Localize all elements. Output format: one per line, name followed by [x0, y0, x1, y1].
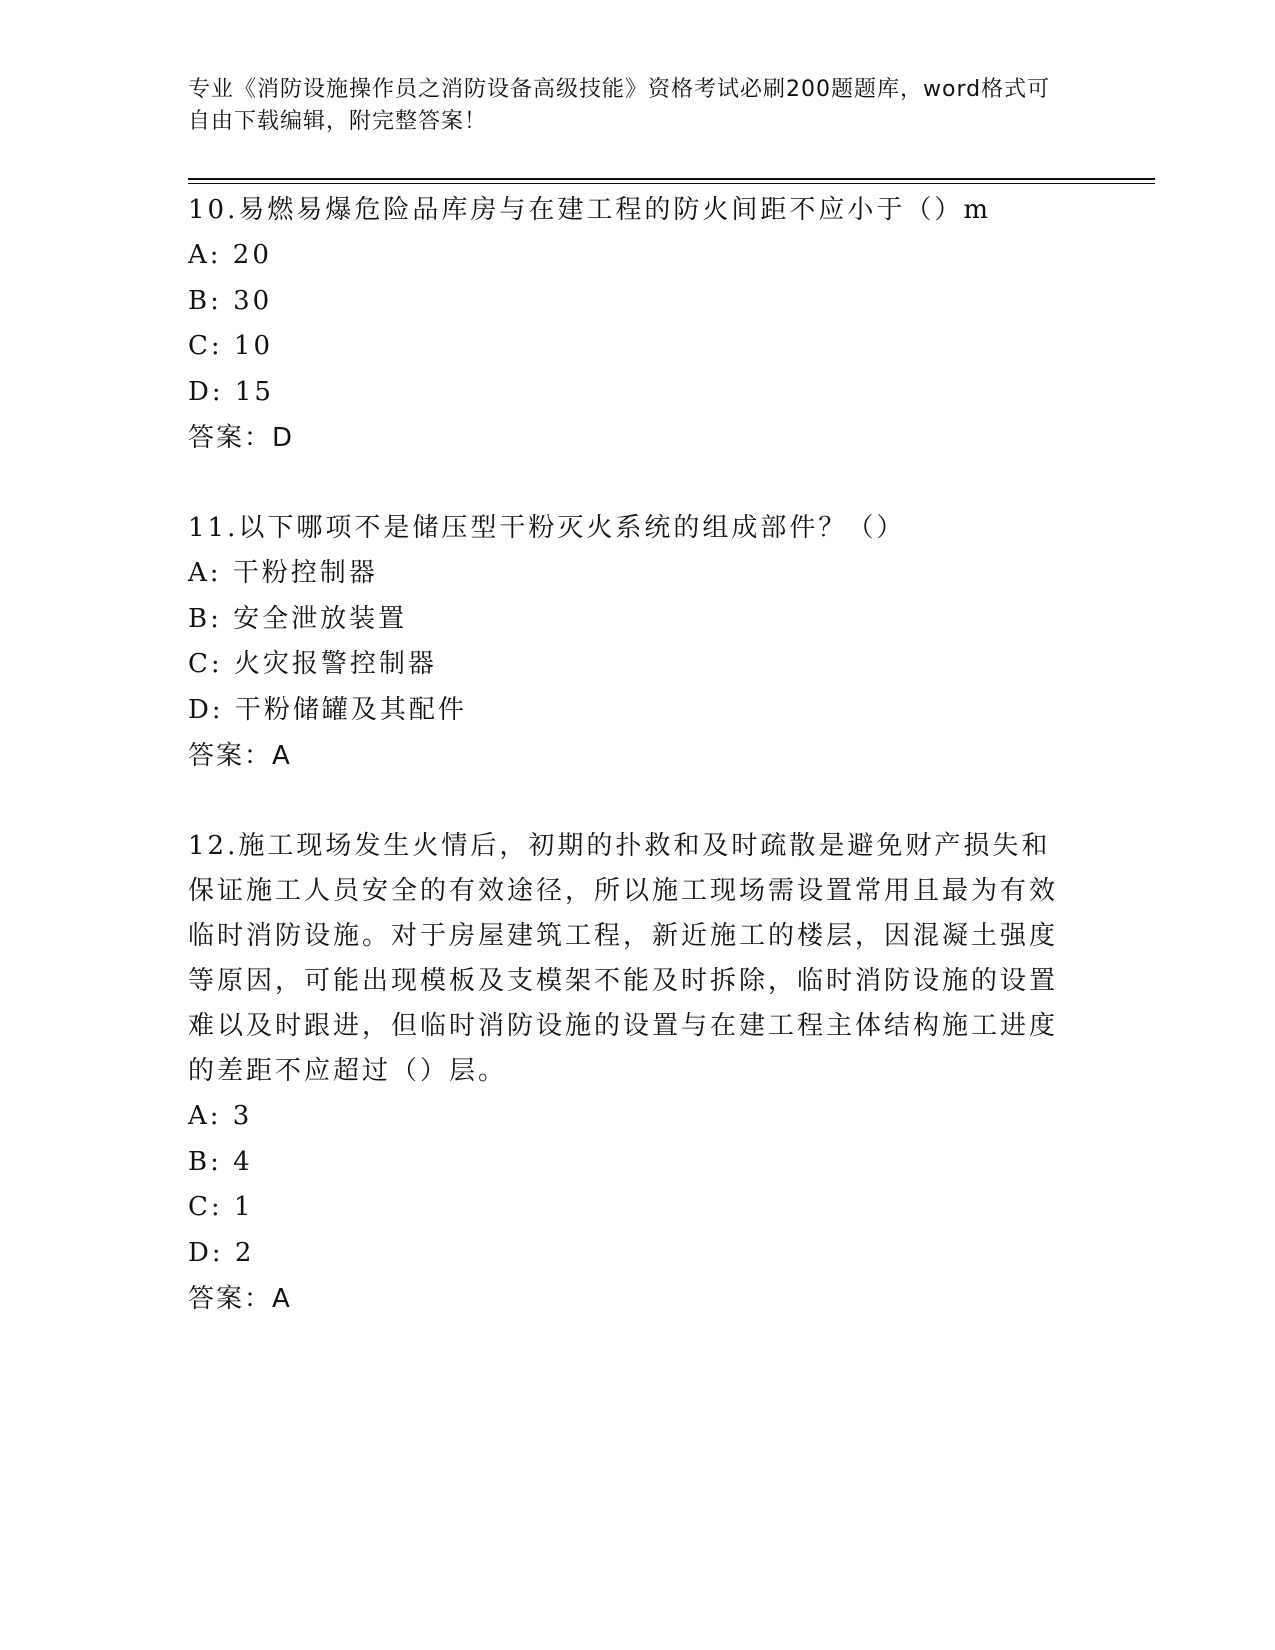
question-11	[188, 506, 1068, 779]
question-title: 10.易燃易爆危险品库房与在建工程的防火间距不应小于（）m	[188, 195, 992, 225]
option-d: D: 干粉储罐及其配件	[188, 694, 467, 725]
option-b: B: 安全泄放装置	[188, 603, 408, 634]
option-a: A: 20	[188, 240, 272, 270]
question-title: 12.施工现场发生火情后，初期的扑救和及时疏散是避免财产损失和保证施工人员安全的有效途径，所以施工现场需设置常用且最为有效临时消防设施。对于房屋建筑工程，新近施工的楼层，因混凝土强度等原因，可能出现模板及支模架不能及时拆除，临时消防设施的设置难以及时跟进，但临时消防设施的设置与在建工程主体结构施工进度的差距不应超过（）层。	[188, 831, 1059, 1086]
header-divider-thin	[188, 183, 1155, 184]
header-divider-thick	[188, 178, 1155, 180]
option-d: D: 15	[188, 376, 274, 407]
option-b: B: 30	[188, 285, 273, 316]
question-12	[188, 824, 1068, 1322]
answer-label: 答案：A	[188, 1284, 292, 1314]
option-a: A: 干粉控制器	[188, 558, 378, 588]
option-b: B: 4	[188, 1146, 253, 1177]
option-c: C: 1	[188, 1192, 254, 1222]
option-d: D: 2	[188, 1237, 255, 1268]
option-c: C: 10	[188, 331, 274, 361]
answer-label: 答案：D	[188, 423, 295, 453]
answer-label: 答案：A	[188, 741, 292, 771]
question-10	[188, 188, 1068, 461]
option-a: A: 3	[188, 1101, 253, 1131]
document-intro: 专业《消防设施操作员之消防设备高级技能》资格考试必刷200题题库，word格式可自由下载编辑，附完整答案！	[188, 77, 1051, 134]
option-c: C: 火灾报警控制器	[188, 649, 437, 679]
question-title: 11.以下哪项不是储压型干粉灭火系统的组成部件？（）	[188, 513, 906, 543]
